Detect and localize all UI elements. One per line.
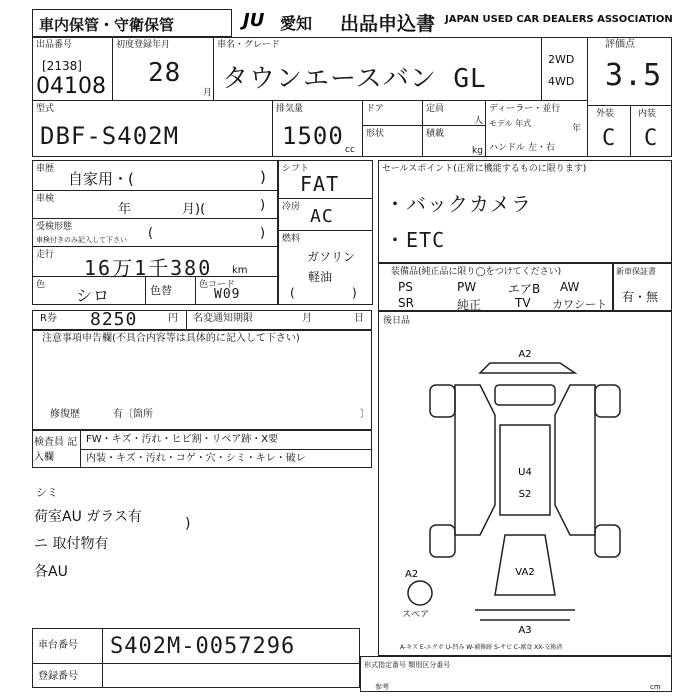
lot-sub: [2138]	[42, 59, 82, 73]
sales-point-label: セールスポイント(正常に機能するものに限ります)	[382, 164, 587, 174]
displacement-label: 排気量	[276, 104, 304, 114]
model-value: DBF-S402M	[40, 122, 180, 150]
recycle-value: 8250	[90, 309, 138, 330]
equipment-label: 装備品(純正品に限り◯をつけてください)	[391, 267, 562, 277]
grade-value: 3.5	[605, 58, 663, 93]
warranty-value: 有・無	[622, 290, 659, 304]
load-label: 積載	[426, 129, 445, 139]
inspector-row-2: 内装・キズ・汚れ・コゲ・穴・シミ・キレ・破レ	[86, 453, 306, 464]
form-no-label: 形式指定番号 類別区分番号	[364, 661, 451, 669]
inspector-note-3: ニ 取付物有	[34, 536, 109, 552]
mileage-label: 走行	[36, 250, 55, 260]
mileage-unit: km	[232, 265, 248, 276]
chassis-label: 車台番号	[38, 640, 78, 651]
mileage-value: 16万1千380	[84, 256, 213, 280]
color-code-value: W09	[214, 287, 241, 302]
mark-roof-2: S2	[518, 489, 532, 500]
inspector-label: 検査員 記入欄	[34, 437, 78, 463]
displacement-unit: cc	[345, 145, 355, 155]
form-no-ref: 参考	[375, 683, 389, 691]
capacity-unit: 人	[474, 116, 484, 126]
color-change-label: 色替	[150, 284, 172, 297]
equip-tv: TV	[515, 296, 531, 310]
equip-aw: AW	[560, 280, 580, 294]
reg-no-label: 登録番号	[38, 671, 78, 682]
shift-label: シフト	[282, 164, 310, 174]
recycle-unit: 円	[168, 313, 178, 324]
color-label: 色	[36, 280, 46, 290]
mark-rear: A3	[518, 625, 532, 635]
handle-label: ハンドル 左・右	[489, 143, 555, 153]
equip-navi: 純正	[457, 298, 482, 312]
history-label: 車歴	[36, 164, 55, 174]
capacity-label: 定員	[426, 104, 445, 114]
interior-label: 内装	[638, 109, 657, 119]
inspection-label: 車検	[36, 194, 55, 204]
storage-badge-text: 車内保管・守衛保管	[39, 16, 175, 34]
acceptance-label: 受検形態	[36, 222, 73, 232]
model-year-label: モデル 年式	[489, 119, 532, 128]
car-name-value: タウンエースバン GL	[222, 64, 487, 94]
car-diagram	[395, 345, 660, 635]
inspector-note-2: 荷室AU ガラス有	[34, 509, 142, 525]
equip-pw: PW	[457, 280, 477, 294]
fuel-option: 軽油	[308, 270, 333, 284]
equip-leather: カワシート	[552, 298, 607, 311]
lot-label: 出品番号	[36, 40, 73, 50]
inspector-note-mark: )	[185, 516, 191, 532]
first-reg-value: 28	[148, 58, 182, 88]
shape-label: 形状	[366, 129, 385, 139]
inspector-note-4: 各AU	[34, 564, 68, 580]
dealer-label: ディーラー・並行	[489, 104, 561, 114]
spare-label: スペア	[402, 610, 430, 620]
inspector-row-1: FW・キズ・汚れ・ヒビ割・リペア跡・X要	[86, 434, 279, 445]
org-name: 愛知	[280, 14, 313, 33]
first-reg-label: 初度登録年月	[116, 40, 171, 50]
ju-logo: JU	[243, 10, 265, 31]
color-value: シロ	[76, 286, 111, 305]
aircon-label: 冷房	[282, 202, 301, 212]
color-code-label: 色コード	[199, 280, 236, 290]
inspector-note-1: シミ	[36, 486, 58, 499]
load-unit: kg	[472, 146, 483, 156]
car-name-label: 車名・グレード	[217, 40, 281, 50]
exterior-value: C	[602, 126, 617, 151]
model-year-unit: 年	[572, 124, 582, 134]
mark-rear-door: VA2	[515, 567, 535, 578]
damage-legend: A-キズ E-エクボ U-凹み W-補修跡 S-サビ C-腐食 XX-交換済	[400, 644, 563, 651]
shift-value: FAT	[300, 172, 340, 196]
equip-airbag: エアB	[508, 282, 541, 296]
equip-sr: SR	[398, 296, 414, 310]
mark-roof: U4	[518, 467, 532, 478]
form-subtitle: JAPAN USED CAR DEALERS ASSOCIATION	[445, 14, 673, 25]
after-day-label: 後日品	[383, 316, 411, 326]
displacement-value: 1500	[282, 122, 344, 150]
door-label: ドア	[366, 104, 384, 114]
fuel-label: 燃料	[282, 234, 301, 244]
sales-point-item-2: ・ETC	[385, 228, 446, 252]
exterior-label: 外装	[596, 109, 615, 119]
aircon-value: AC	[310, 206, 334, 227]
form-title: 出品申込書	[340, 13, 436, 35]
repair-value: 有〔箇所	[113, 409, 153, 420]
fuel-value: ガソリン	[307, 250, 356, 264]
acceptance-note: 車検付きのみ記入して下さい	[36, 236, 127, 244]
mark-front: A2	[518, 349, 532, 360]
repair-label: 修復歴	[50, 409, 80, 420]
drive-2wd: 2WD	[548, 53, 575, 66]
mark-left-rear: A2	[405, 569, 419, 580]
month-unit: 月	[203, 88, 213, 98]
history-value: 自家用・(	[68, 170, 134, 188]
lot-number: 04108	[36, 74, 106, 99]
notes-section	[32, 330, 372, 430]
recycle-label: R券	[40, 313, 57, 324]
sales-point-item-1: ・バックカメラ	[385, 192, 532, 216]
storage-badge	[32, 9, 232, 37]
grade-label: 評価点	[605, 39, 635, 50]
chassis-value: S402M-0057296	[110, 634, 296, 659]
drive-4wd: 4WD	[548, 75, 575, 88]
warranty-label: 新車保証書	[616, 267, 656, 276]
interior-value: C	[644, 126, 659, 151]
equip-ps: PS	[398, 280, 413, 294]
form-no-cm: cm	[650, 683, 661, 691]
deadline-label: 名変通知期限	[193, 313, 253, 324]
model-label: 型式	[36, 104, 55, 114]
notes-label: 注意事項申告欄(不具合内容等は具体的に記入して下さい)	[42, 333, 300, 344]
